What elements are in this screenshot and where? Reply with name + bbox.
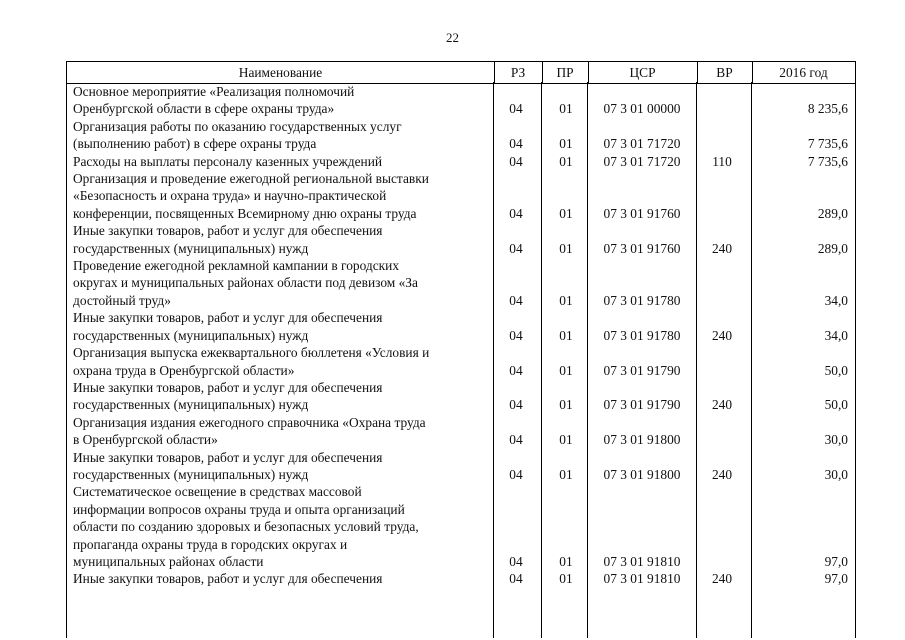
table-row bbox=[66, 83, 856, 118]
row-name bbox=[66, 118, 493, 153]
row-name-line: (выполнению работ) в сфере охраны труда bbox=[73, 136, 317, 152]
row-csr: 07 3 01 91790 bbox=[603, 397, 681, 413]
row-vr: 240 bbox=[711, 240, 733, 256]
row-rz: 04 bbox=[509, 292, 523, 308]
table-row bbox=[66, 379, 856, 414]
row-rz: 04 bbox=[509, 153, 523, 169]
row-name bbox=[66, 344, 493, 379]
row-vr: 240 bbox=[711, 571, 733, 587]
row-csr: 07 3 01 00000 bbox=[603, 101, 681, 117]
row-name-line: Иные закупки товаров, работ и услуг для обеспечения bbox=[73, 449, 383, 465]
row-name-line: области по созданию здоровых и безопасных условий труда, bbox=[73, 519, 419, 535]
column-divider bbox=[493, 82, 494, 638]
column-divider bbox=[751, 82, 752, 638]
row-sum: 97,0 bbox=[824, 553, 848, 569]
row-name bbox=[66, 257, 493, 309]
row-rz: 04 bbox=[509, 327, 523, 343]
row-vr: 110 bbox=[712, 153, 732, 169]
row-name-line: Организация выпуска ежеквартального бюллетеня «Условия и bbox=[73, 345, 430, 361]
row-name-line: «Безопасность и охрана труда» и научно-практической bbox=[73, 188, 387, 204]
row-csr: 07 3 01 71720 bbox=[603, 136, 681, 152]
row-name-line: Организация работы по оказанию государственных услуг bbox=[73, 118, 402, 134]
row-sum: 50,0 bbox=[824, 397, 848, 413]
row-sum: 289,0 bbox=[817, 205, 848, 221]
row-name-line: округах и муниципальных районах области под девизом «За bbox=[73, 275, 418, 291]
row-name-line: Систематическое освещение в средствах массовой bbox=[73, 484, 362, 500]
row-vr: 240 bbox=[711, 327, 733, 343]
row-pr: 01 bbox=[559, 240, 573, 256]
row-name-line: Организация издания ежегодного справочника «Охрана труда bbox=[73, 414, 426, 430]
table-row bbox=[66, 257, 856, 309]
row-name-line: Расходы на выплаты персоналу казенных учреждений bbox=[73, 153, 383, 169]
row-name bbox=[66, 570, 493, 587]
row-sum: 34,0 bbox=[824, 292, 848, 308]
column-divider bbox=[855, 82, 856, 638]
row-pr: 01 bbox=[559, 553, 573, 569]
row-name bbox=[66, 309, 493, 344]
row-name-line: Иные закупки товаров, работ и услуг для обеспечения bbox=[73, 571, 383, 587]
header-year: 2016 год bbox=[779, 65, 828, 80]
table-row bbox=[66, 344, 856, 379]
row-name-line: в Оренбургской области» bbox=[73, 432, 218, 448]
row-rz: 04 bbox=[509, 571, 523, 587]
row-sum: 289,0 bbox=[817, 240, 848, 256]
row-pr: 01 bbox=[559, 466, 573, 482]
row-name-line: конференции, посвященных Всемирному дню охраны труда bbox=[73, 205, 417, 221]
row-sum: 34,0 bbox=[824, 327, 848, 343]
row-rz: 04 bbox=[509, 136, 523, 152]
row-name-line: Иные закупки товаров, работ и услуг для обеспечения bbox=[73, 223, 383, 239]
row-sum: 7 735,6 bbox=[807, 136, 848, 152]
table-row bbox=[66, 118, 856, 153]
row-sum: 8 235,6 bbox=[807, 101, 848, 117]
row-name bbox=[66, 414, 493, 449]
row-pr: 01 bbox=[559, 292, 573, 308]
row-rz: 04 bbox=[509, 240, 523, 256]
row-sum: 7 735,6 bbox=[807, 153, 848, 169]
row-sum: 97,0 bbox=[824, 571, 848, 587]
row-rz: 04 bbox=[509, 101, 523, 117]
row-name-line: государственных (муниципальных) нужд bbox=[73, 327, 309, 343]
row-csr: 07 3 01 71720 bbox=[603, 153, 681, 169]
row-csr: 07 3 01 91810 bbox=[603, 553, 681, 569]
row-csr: 07 3 01 91800 bbox=[603, 466, 681, 482]
row-name-line: Организация и проведение ежегодной региональной выставки bbox=[73, 171, 429, 187]
table-header bbox=[66, 61, 856, 84]
row-pr: 01 bbox=[559, 101, 573, 117]
column-divider bbox=[66, 82, 67, 638]
row-name-line: Иные закупки товаров, работ и услуг для обеспечения bbox=[73, 379, 383, 395]
row-name-line: пропаганда охраны труда в городских округах и bbox=[73, 536, 348, 552]
row-csr: 07 3 01 91760 bbox=[603, 240, 681, 256]
row-name-line: муниципальных районах области bbox=[73, 553, 264, 569]
row-sum: 30,0 bbox=[824, 466, 848, 482]
row-name-line: информации вопросов охраны труда и опыта организаций bbox=[73, 501, 405, 517]
row-name bbox=[66, 222, 493, 257]
row-name-line: Проведение ежегодной рекламной кампании в городских bbox=[73, 258, 400, 274]
row-sum: 50,0 bbox=[824, 362, 848, 378]
table-body bbox=[66, 83, 856, 588]
table-row bbox=[66, 170, 856, 222]
table-row bbox=[66, 309, 856, 344]
header-rz: РЗ bbox=[510, 65, 526, 80]
row-pr: 01 bbox=[559, 397, 573, 413]
row-csr: 07 3 01 91810 bbox=[603, 571, 681, 587]
row-pr: 01 bbox=[559, 153, 573, 169]
row-pr: 01 bbox=[559, 327, 573, 343]
row-rz: 04 bbox=[509, 466, 523, 482]
row-name-line: достойный труд» bbox=[73, 292, 171, 308]
row-csr: 07 3 01 91790 bbox=[603, 362, 681, 378]
row-sum: 30,0 bbox=[824, 432, 848, 448]
row-name-line: охрана труда в Оренбургской области» bbox=[73, 362, 295, 378]
row-csr: 07 3 01 91800 bbox=[603, 432, 681, 448]
row-pr: 01 bbox=[559, 362, 573, 378]
header-csr: ЦСР bbox=[629, 65, 656, 80]
row-csr: 07 3 01 91760 bbox=[603, 205, 681, 221]
row-pr: 01 bbox=[559, 571, 573, 587]
row-name-line: Основное мероприятие «Реализация полномочий bbox=[73, 84, 355, 99]
table-row bbox=[66, 222, 856, 257]
row-name-line: государственных (муниципальных) нужд bbox=[73, 397, 309, 413]
row-name bbox=[66, 153, 493, 170]
row-rz: 04 bbox=[509, 553, 523, 569]
budget-table bbox=[66, 61, 856, 639]
row-name bbox=[66, 379, 493, 414]
row-name-line: Оренбургской области в сфере охраны труда» bbox=[73, 101, 335, 117]
row-rz: 04 bbox=[509, 205, 523, 221]
row-name-line: Иные закупки товаров, работ и услуг для обеспечения bbox=[73, 310, 383, 326]
page-number: 22 bbox=[446, 30, 459, 45]
row-name bbox=[66, 83, 493, 118]
row-name bbox=[66, 170, 493, 222]
header-vr: ВР bbox=[716, 65, 733, 80]
column-divider bbox=[587, 82, 588, 638]
row-rz: 04 bbox=[509, 362, 523, 378]
column-divider bbox=[541, 82, 542, 638]
row-pr: 01 bbox=[559, 432, 573, 448]
table-row bbox=[66, 570, 856, 587]
row-vr: 240 bbox=[711, 397, 733, 413]
row-pr: 01 bbox=[559, 205, 573, 221]
column-divider bbox=[696, 82, 697, 638]
table-row bbox=[66, 483, 856, 570]
row-name bbox=[66, 483, 493, 570]
row-name bbox=[66, 449, 493, 484]
table-row bbox=[66, 449, 856, 484]
row-rz: 04 bbox=[509, 432, 523, 448]
header-name: Наименование bbox=[238, 65, 323, 80]
row-vr: 240 bbox=[711, 466, 733, 482]
row-name-line: государственных (муниципальных) нужд bbox=[73, 240, 309, 256]
row-csr: 07 3 01 91780 bbox=[603, 327, 681, 343]
row-name-line: государственных (муниципальных) нужд bbox=[73, 466, 309, 482]
table-row bbox=[66, 414, 856, 449]
header-pr: ПР bbox=[556, 65, 574, 80]
row-pr: 01 bbox=[559, 136, 573, 152]
row-csr: 07 3 01 91780 bbox=[603, 292, 681, 308]
table-row bbox=[66, 153, 856, 170]
row-rz: 04 bbox=[509, 397, 523, 413]
